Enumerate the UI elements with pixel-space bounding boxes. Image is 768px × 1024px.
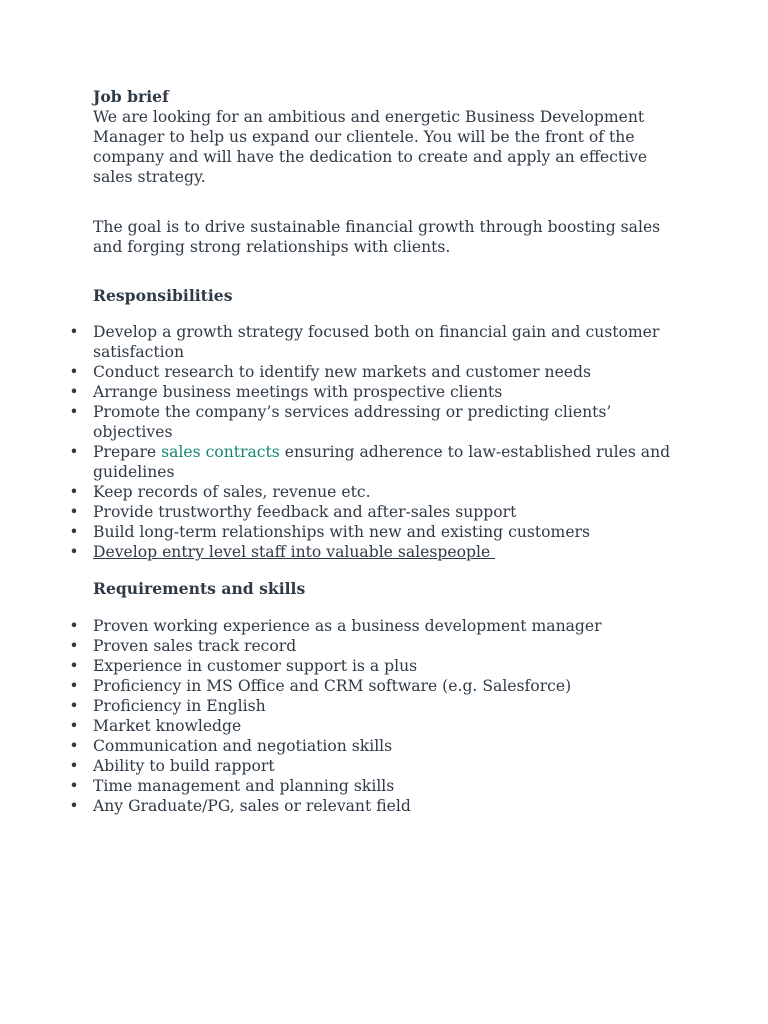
- bullet-icon: •: [69, 617, 79, 635]
- bullet-icon: •: [69, 483, 79, 501]
- bullet-icon: •: [69, 443, 79, 461]
- list-item: [69, 362, 683, 382]
- list-item: [69, 696, 683, 716]
- list-item: [69, 542, 683, 562]
- underlined-list-item-text: Develop entry level staff into valuable salespeople: [93, 543, 496, 561]
- list-item: [69, 482, 683, 502]
- list-item-text: Proven sales track record: [93, 637, 297, 655]
- sales-contracts-link[interactable]: sales contracts: [161, 443, 280, 461]
- list-item-text: Build long-term relationships with new and existing customers: [93, 523, 591, 541]
- list-item-prefix: Prepare: [93, 443, 162, 461]
- job-brief-heading: Job brief: [93, 87, 169, 106]
- list-item: [69, 716, 683, 736]
- list-item-text: Experience in customer support is a plus: [93, 657, 418, 675]
- list-item: [69, 756, 683, 776]
- list-item: [69, 736, 683, 756]
- job-brief-paragraph-1: We are looking for an ambitious and energetic Business Development Manager to help us expand our clientele. You will be the front of the company and will have the dedication to create and apply an effective sales strategy.: [93, 108, 648, 186]
- list-item: [69, 502, 683, 522]
- bullet-icon: •: [69, 777, 79, 795]
- bullet-icon: •: [69, 543, 79, 561]
- list-item: [69, 322, 683, 362]
- list-item: [69, 796, 683, 816]
- list-item-text: Communication and negotiation skills: [93, 737, 393, 755]
- list-item-text: Develop a growth strategy focused both on financial gain and customer satisfaction: [93, 323, 660, 361]
- bullet-icon: •: [69, 383, 79, 401]
- bullet-icon: •: [69, 403, 79, 421]
- bullet-icon: •: [69, 363, 79, 381]
- bullet-icon: •: [69, 737, 79, 755]
- list-item-text: Proficiency in MS Office and CRM software (e.g. Salesforce): [93, 677, 572, 695]
- list-item: [69, 656, 683, 676]
- responsibilities-heading: Responsibilities: [93, 286, 233, 305]
- bullet-icon: •: [69, 503, 79, 521]
- list-item: [69, 636, 683, 656]
- job-brief-paragraph-2: The goal is to drive sustainable financial growth through boosting sales and forging strong relationships with clients.: [93, 218, 661, 256]
- list-item: [69, 776, 683, 796]
- list-item-text: Proven working experience as a business development manager: [93, 617, 602, 635]
- list-item-text: Conduct research to identify new markets and customer needs: [93, 363, 592, 381]
- list-item: [69, 616, 683, 636]
- list-item-text: Proficiency in English: [93, 697, 266, 715]
- list-item-text: Time management and planning skills: [93, 777, 395, 795]
- bullet-icon: •: [69, 697, 79, 715]
- bullet-icon: •: [69, 523, 79, 541]
- list-item-suffix: ensuring adherence to law-established rules and guidelines: [93, 443, 671, 481]
- list-item: [69, 442, 683, 482]
- list-item-text: Arrange business meetings with prospective clients: [93, 383, 503, 401]
- list-item-text: Keep records of sales, revenue etc.: [93, 483, 371, 501]
- requirements-list: [69, 616, 683, 816]
- bullet-icon: •: [69, 637, 79, 655]
- list-item: [69, 676, 683, 696]
- list-item-text: Any Graduate/PG, sales or relevant field: [93, 797, 411, 815]
- list-item-text: Ability to build rapport: [93, 757, 275, 775]
- list-item-text: Market knowledge: [93, 717, 242, 735]
- list-item: [69, 522, 683, 542]
- bullet-icon: •: [69, 757, 79, 775]
- list-item-text: Provide trustworthy feedback and after-sales support: [93, 503, 517, 521]
- bullet-icon: •: [69, 323, 79, 341]
- bullet-icon: •: [69, 797, 79, 815]
- bullet-icon: •: [69, 717, 79, 735]
- document-page: [69, 87, 683, 816]
- list-item: [69, 402, 683, 442]
- requirements-heading: Requirements and skills: [93, 579, 306, 598]
- responsibilities-list: [69, 322, 683, 562]
- bullet-icon: •: [69, 657, 79, 675]
- bullet-icon: •: [69, 677, 79, 695]
- list-item: [69, 382, 683, 402]
- list-item-text: Promote the company’s services addressing or predicting clients’ objectives: [93, 403, 612, 441]
